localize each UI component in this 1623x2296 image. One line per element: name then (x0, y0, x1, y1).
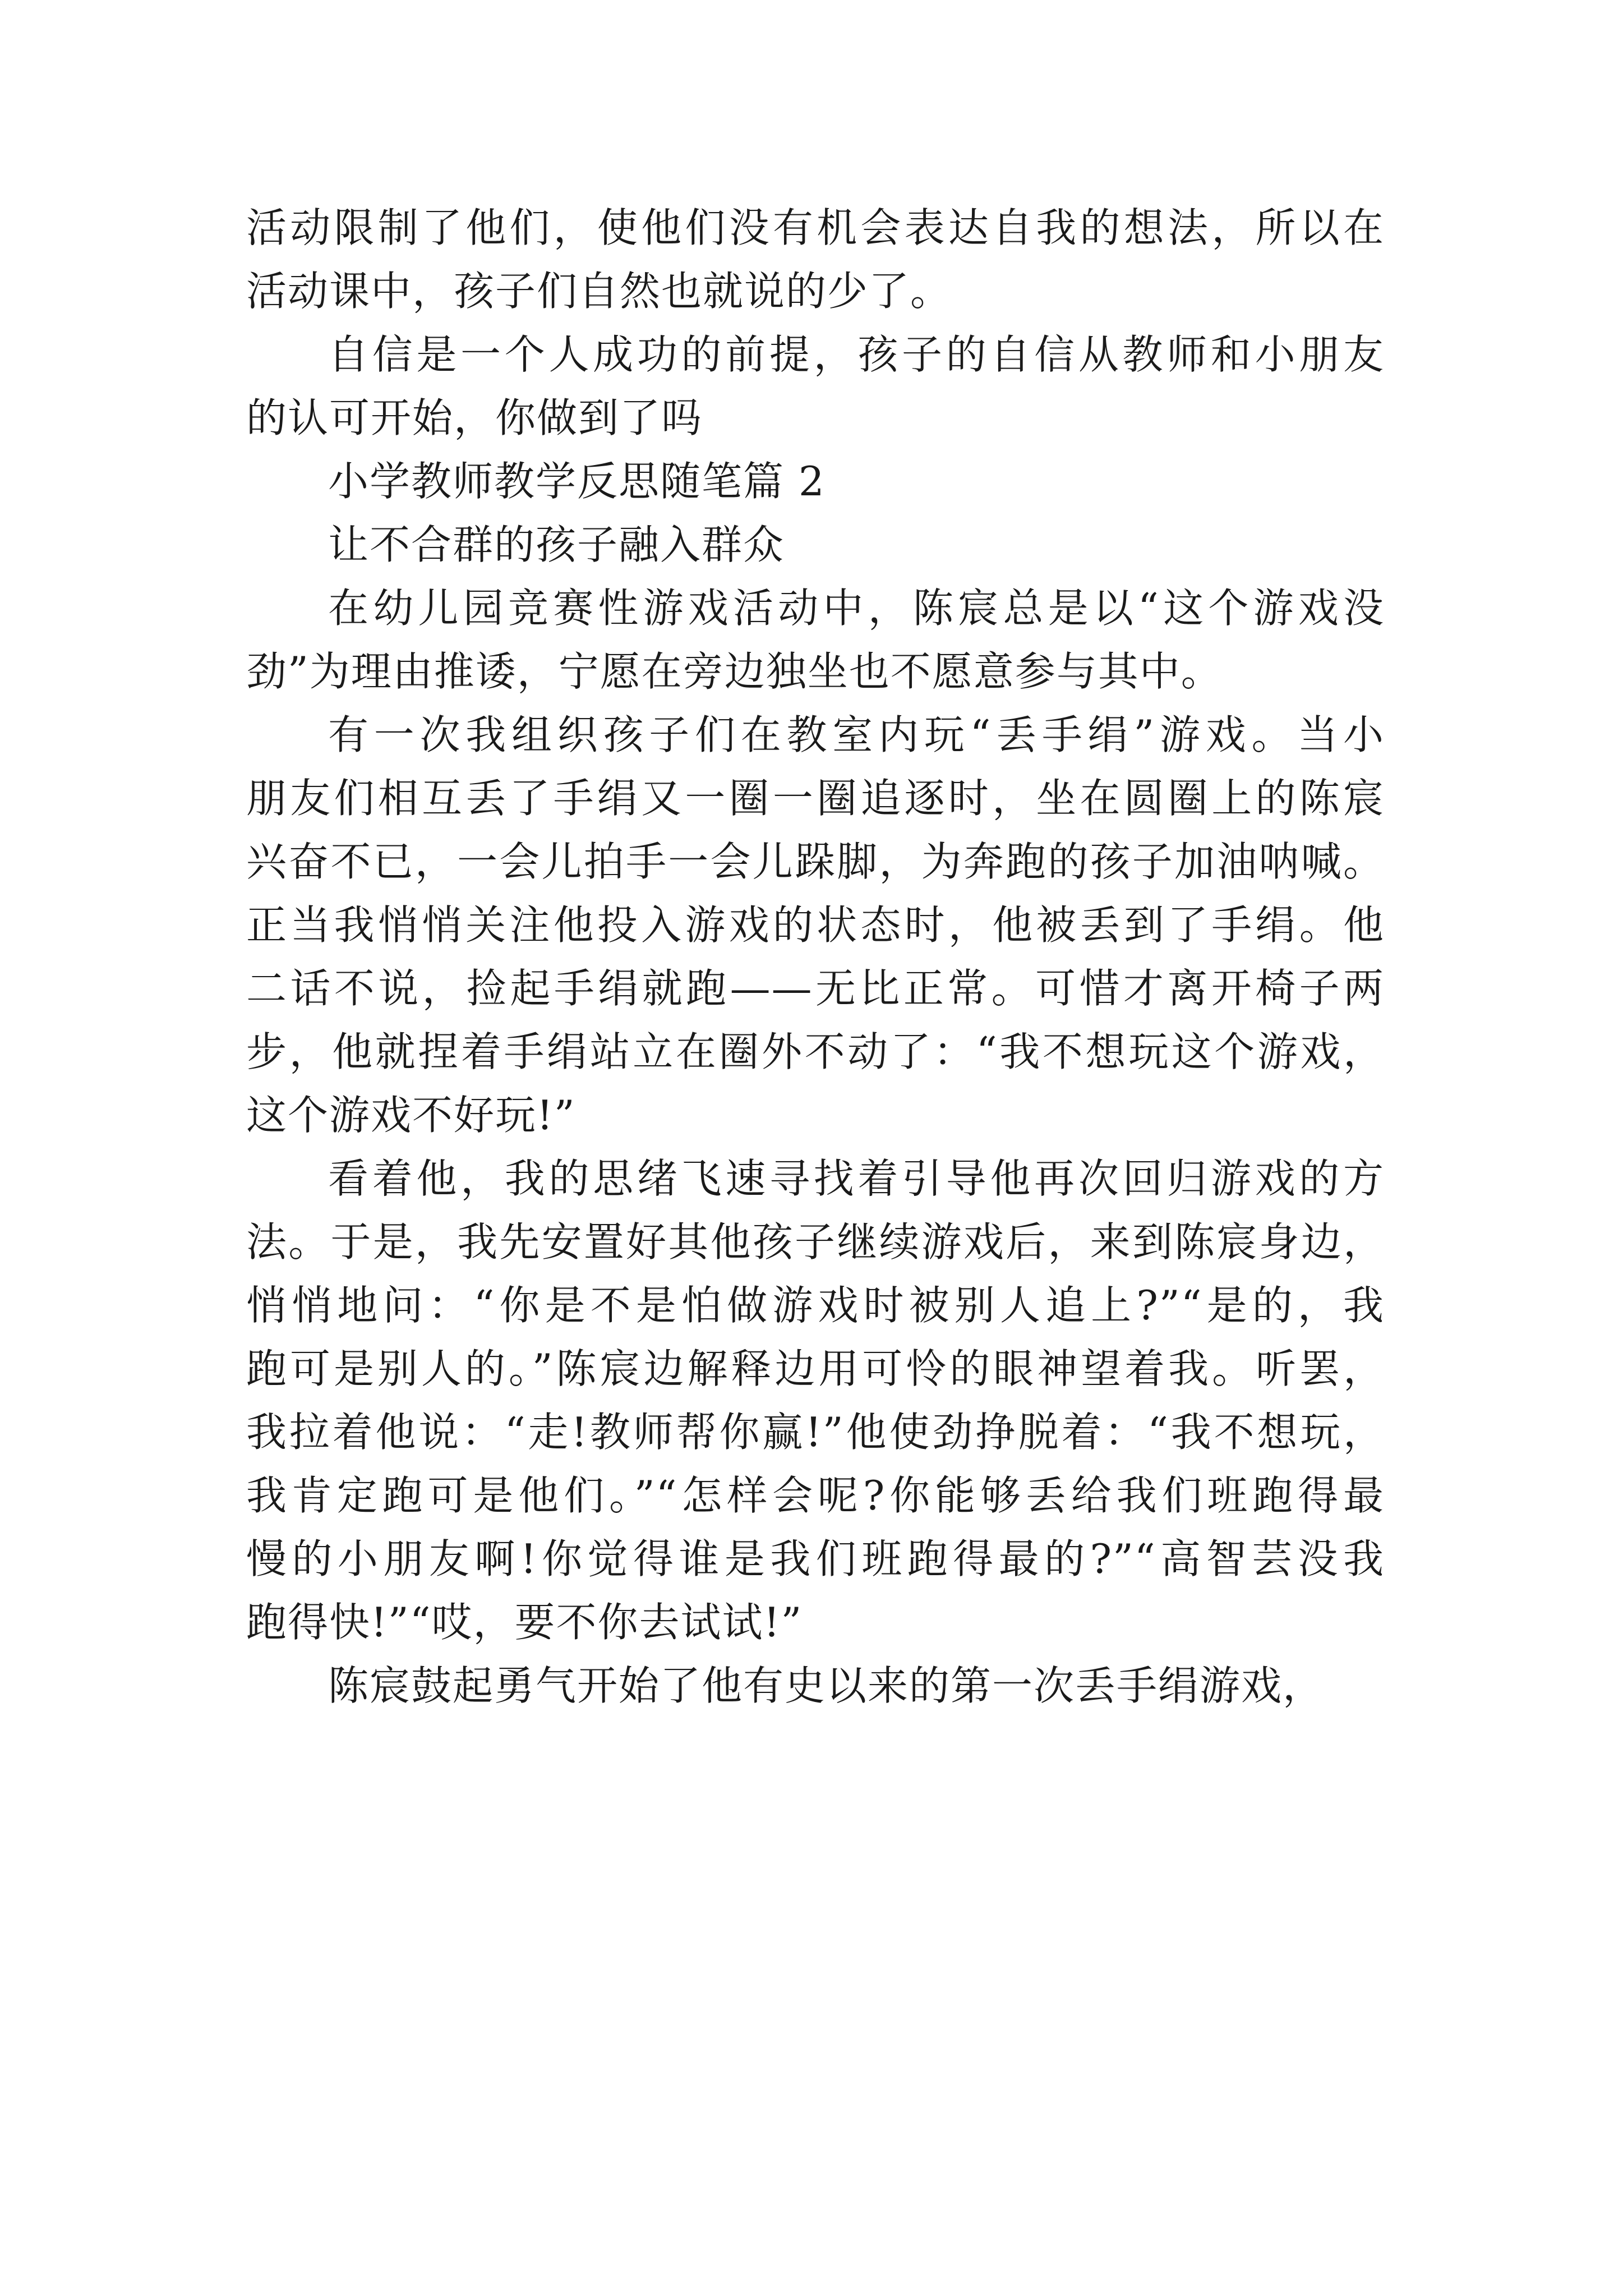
paragraph (246, 196, 1385, 323)
text-line: 劲”为理由推诿，宁愿在旁边独坐也不愿意参与其中。 (246, 648, 1223, 695)
paragraph (246, 513, 1385, 577)
text-line: 陈宸鼓起勇气开始了他有史以来的第一次丢手绢游戏， (328, 1662, 1325, 1709)
text-line: 活动限制了他们，使他们没有机会表达自我的想法，所以在 (246, 204, 1385, 251)
paragraph (246, 1654, 1385, 1718)
text-line: 二话不说，捡起手绢就跑——无比正常。可惜才离开椅子两 (246, 965, 1385, 1012)
text-line: 法。于是，我先安置好其他孩子继续游戏后，来到陈宸身边， (246, 1218, 1385, 1266)
paragraph (246, 1147, 1385, 1654)
text-line: 慢的小朋友啊!你觉得谁是我们班跑得最的?”“高智芸没我 (246, 1535, 1385, 1582)
text-line: 让不合群的孩子融入群众 (328, 521, 785, 568)
text-line: 在幼儿园竞赛性游戏活动中，陈宸总是以“这个游戏没 (328, 585, 1385, 632)
text-line: 我拉着他说：“走!教师帮你赢!”他使劲挣脱着：“我不想玩， (246, 1409, 1385, 1456)
text-line: 有一次我组织孩子们在教室内玩“丢手绢”游戏。当小 (328, 711, 1385, 758)
text-line: 朋友们相互丢了手绢又一圈一圈追逐时，坐在圆圈上的陈宸 (246, 775, 1385, 822)
paragraph (246, 323, 1385, 450)
paragraph (246, 450, 1385, 513)
text-line: 跑可是别人的。”陈宸边解释边用可怜的眼神望着我。听罢， (246, 1345, 1385, 1392)
text-line: 看着他，我的思绪飞速寻找着引导他再次回归游戏的方 (328, 1155, 1385, 1202)
text-line: 活动课中，孩子们自然也就说的少了。 (246, 268, 952, 315)
text-line: 悄悄地问：“你是不是怕做游戏时被别人追上?”“是的，我 (246, 1282, 1385, 1329)
text-line: 的认可开始，你做到了吗 (246, 394, 703, 441)
text-line: 小学教师教学反思随笔篇 2 (328, 458, 826, 505)
text-line: 这个游戏不好玩!” (246, 1092, 576, 1139)
text-line: 跑得快!”“哎，要不你去试试!” (246, 1599, 803, 1646)
paragraph (246, 703, 1385, 1147)
text-line: 兴奋不已，一会儿拍手一会儿跺脚，为奔跑的孩子加油呐喊。 (246, 838, 1385, 885)
text-line: 自信是一个人成功的前提，孩子的自信从教师和小朋友 (328, 331, 1385, 378)
text-line: 步，他就捏着手绢站立在圈外不动了：“我不想玩这个游戏， (246, 1028, 1385, 1075)
document-body (246, 196, 1385, 1718)
paragraph (246, 577, 1385, 703)
text-line: 正当我悄悄关注他投入游戏的状态时，他被丢到了手绢。他 (246, 901, 1385, 949)
text-line: 我肯定跑可是他们。”“怎样会呢?你能够丢给我们班跑得最 (246, 1472, 1385, 1519)
